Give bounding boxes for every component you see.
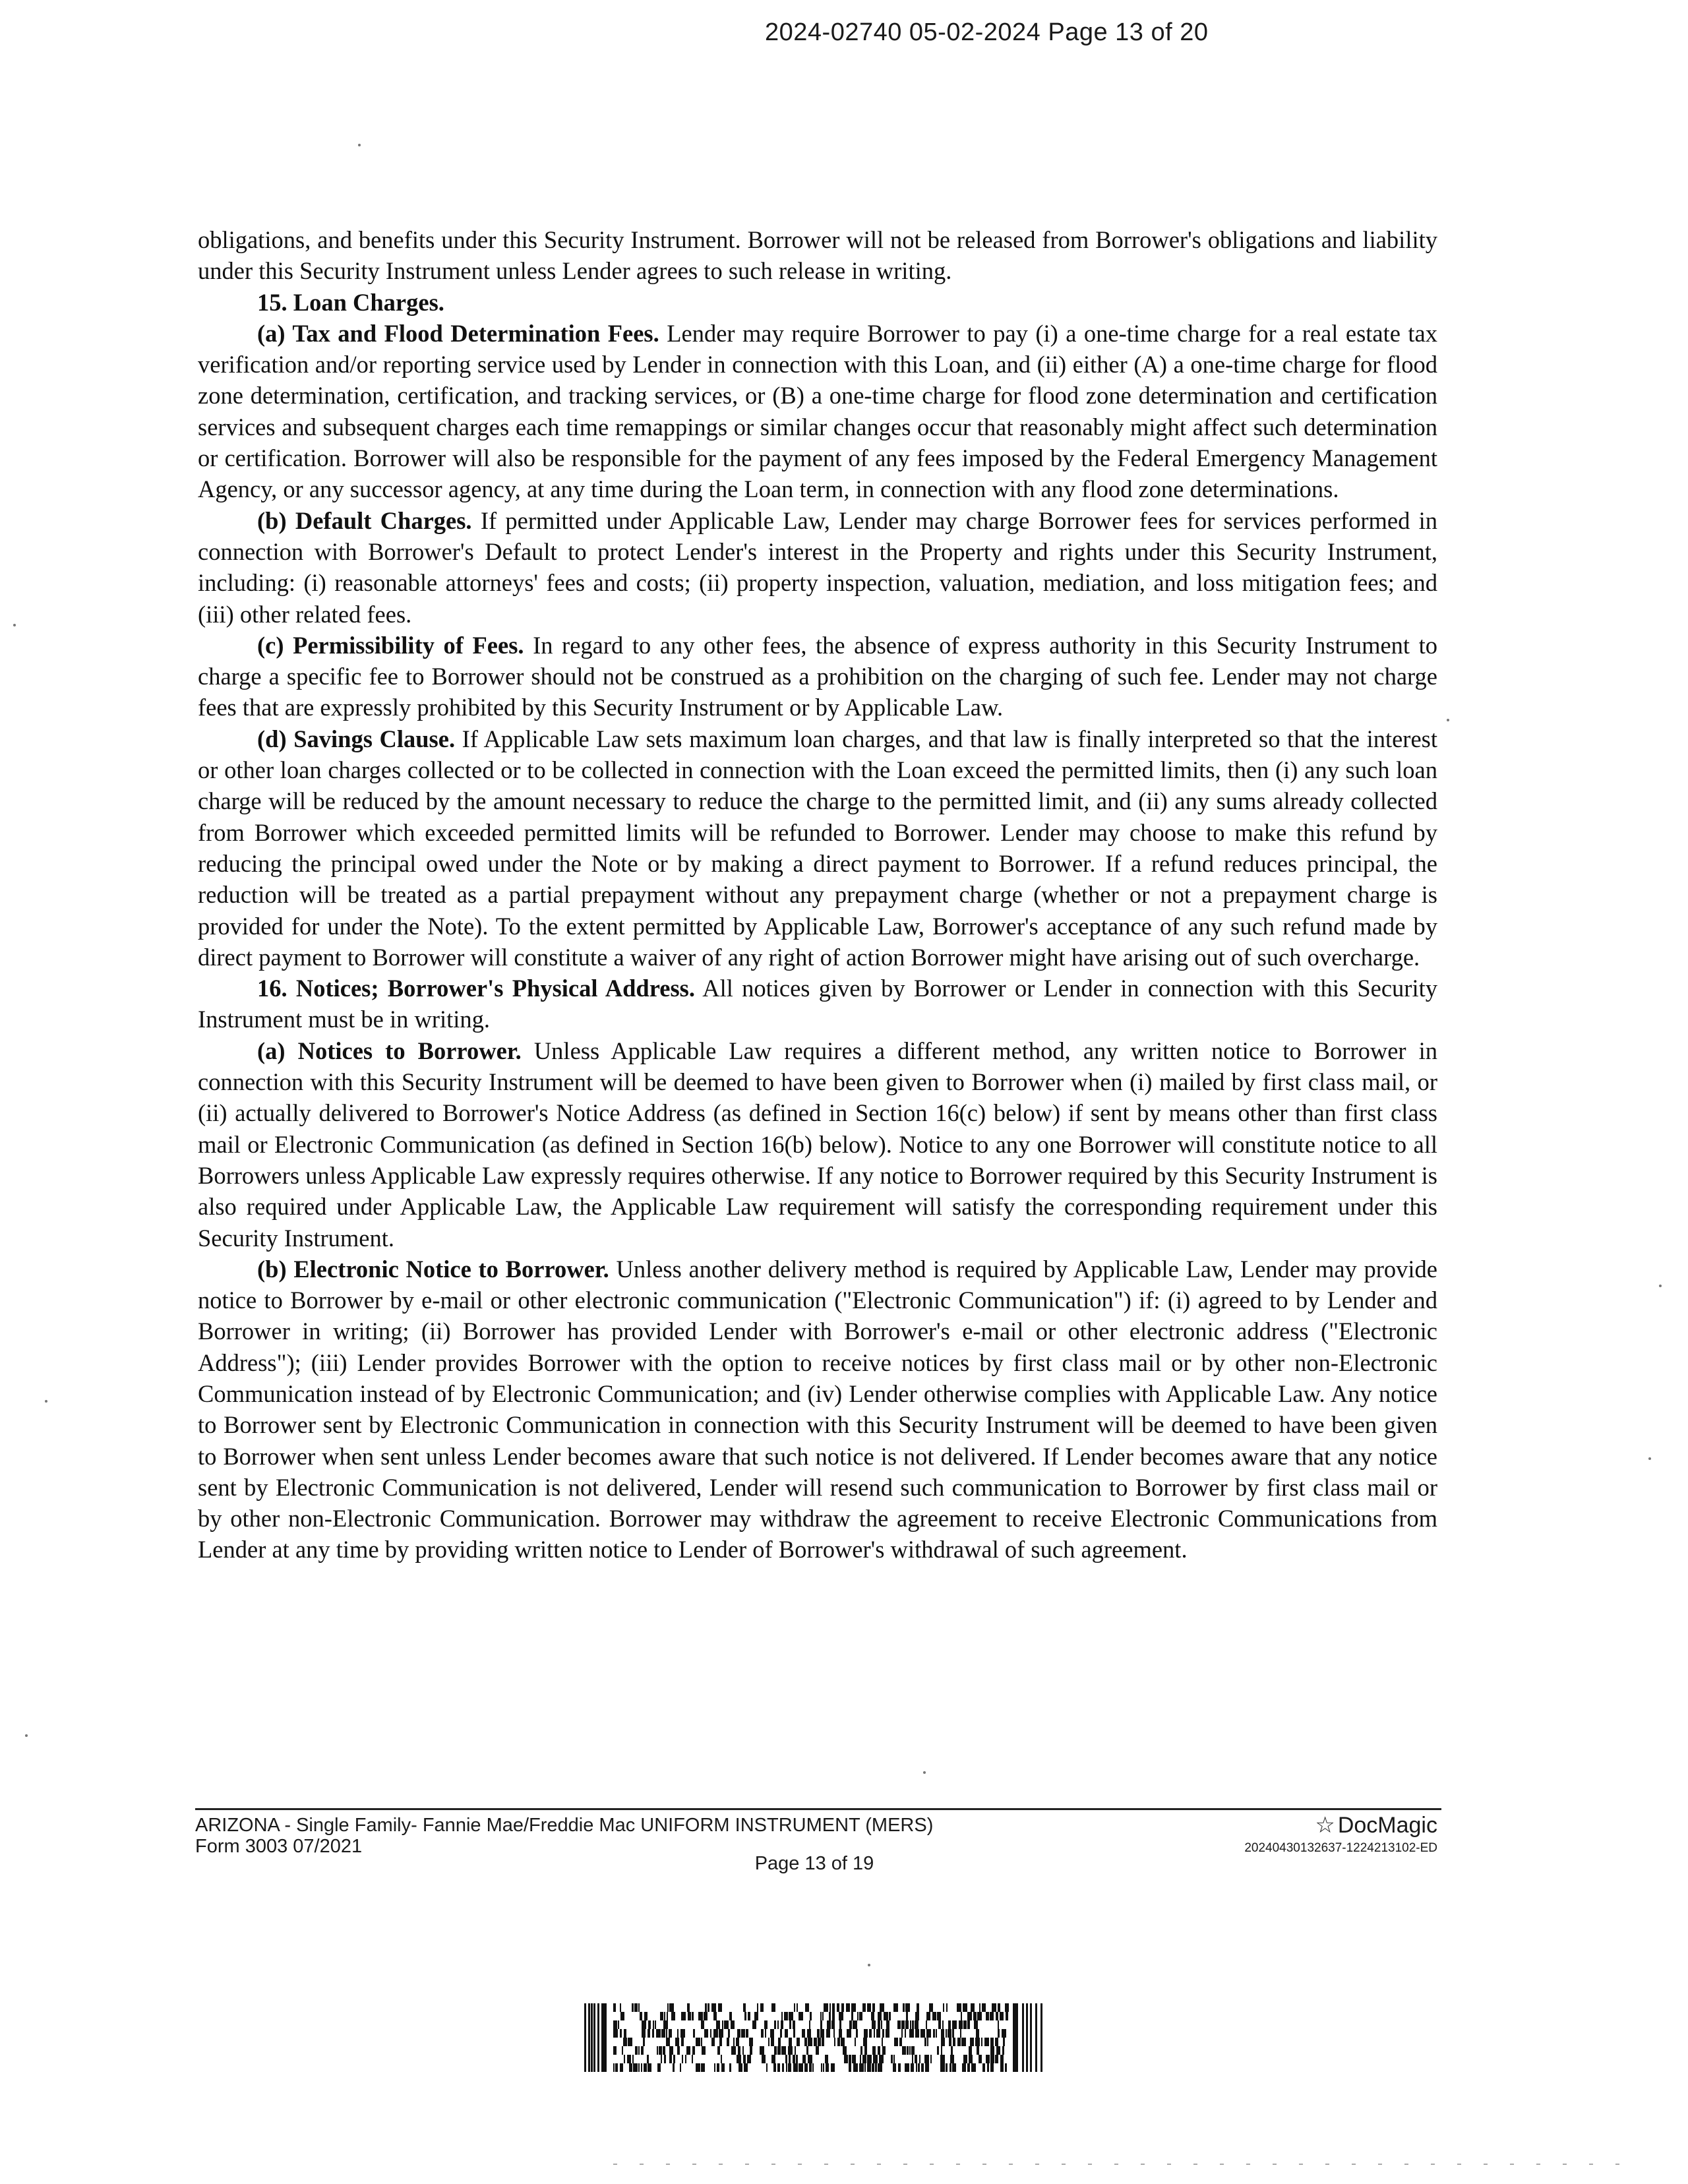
section-16a xyxy=(198,1035,1437,1254)
section-15b-text: If permitted under Applicable Law, Lender may charge Borrower fees for services performed in connection with Borrower's Default to protect Lender's interest in the Property and rights under this Security Instrument, including: (i) reasonable attorneys' fees and costs; (ii) property inspection, valuation, mediation, and loss mitigation fees; and (iii) other related fees. xyxy=(198,506,1437,628)
section-16b xyxy=(198,1254,1437,1565)
section-15c-text: In regard to any other fees, the absence of express authority in this Security Instrument to charge a specific fee to Borrower should not be construed as a prohibition on the charging of such fee. Lender may not charge fees that are expressly prohibited by this Security Instrument or by Applicable Law. xyxy=(198,631,1438,721)
form-number: Form 3003 07/2021 xyxy=(195,1836,363,1857)
recording-stamp: 2024-02740 05-02-2024 Page 13 of 20 xyxy=(765,18,1209,46)
section-15d xyxy=(198,723,1437,973)
section-15b-heading: (b) Default Charges. xyxy=(257,506,472,534)
footer-divider xyxy=(195,1808,1441,1810)
star-outline-icon: ☆ xyxy=(1315,1813,1335,1838)
section-15a-heading: (a) Tax and Flood Determination Fees. xyxy=(257,319,659,347)
form-title: ARIZONA - Single Family- Fannie Mae/Freddie Mac UNIFORM INSTRUMENT (MERS) xyxy=(195,1815,934,1836)
footer-page-number: Page 13 of 19 xyxy=(754,1853,874,1874)
section-16a-heading: (a) Notices to Borrower. xyxy=(257,1037,522,1064)
paragraph-continuation: obligations, and benefits under this Security Instrument. Borrower will not be released from Borrower's obligations and liability under this Security Instrument unless Lender agrees to such release in writing. xyxy=(198,226,1437,285)
section-16b-text: Unless another delivery method is required by Applicable Law, Lender may provide notice to Borrower by e-mail or other electronic communication ("Electronic Communication") if: (i) agreed to by Lender and Borrower in writing; (ii) Borrower has provided Lender with Borrower's e-mail or other electronic address ("Electronic Address"); (iii) Lender provides Borrower with the option to receive notices by first class mail or by other non-Electronic Communication instead of by Electronic Communication; and (iv) Lender otherwise complies with Applicable Law. Any notice to Borrower sent by Electronic Communication in connection with this Security Instrument will be deemed to have been given to Borrower when sent unless Lender becomes aware that such notice is not delivered. If Lender becomes aware that any notice sent by Electronic Communication is not delivered, Lender will resend such communication to Borrower by first class mail or by other non-Electronic Communication. Borrower may withdraw the agreement to receive Electronic Communications from Lender at any time by providing written notice to Lender of Borrower's withdrawal of such agreement. xyxy=(198,1255,1437,1563)
section-heading-text: 15. Loan Charges. xyxy=(257,288,444,316)
section-15c-heading: (c) Permissibility of Fees. xyxy=(257,631,524,659)
document-body xyxy=(198,224,1437,1565)
section-15a-text: Lender may require Borrower to pay (i) a one-time charge for a real estate tax verification and/or reporting service used by Lender in connection with this Loan, and (ii) either (A) a one-time charge for flood zone determination, certification, and tracking services, or (B) a one-time charge for flood zone determination and certification services and subsequent charges each time remappings or similar changes occur that reasonably might affect such determination or certification. Borrower will also be responsible for the payment of any fees imposed by the Federal Emergency Management Agency, or any successor agency, at any time during the Loan term, in connection with any flood zone determinations. xyxy=(198,319,1438,503)
section-15c xyxy=(198,630,1437,723)
brand-name: DocMagic xyxy=(1337,1813,1437,1838)
form-identifier xyxy=(195,1815,933,1857)
section-15a xyxy=(198,318,1437,505)
section-16b-heading: (b) Electronic Notice to Borrower. xyxy=(257,1255,609,1283)
section-16a-text: Unless Applicable Law requires a different method, any written notice to Borrower in connection with this Security Instrument will be deemed to have been given to Borrower when (i) mailed by first class mail, or (ii) actually delivered to Borrower's Notice Address (as defined in Section 16(c) below) if sent by means other than first class mail or Electronic Communication (as defined in Section 16(b) below). Notice to any one Borrower will constitute notice to all Borrowers unless Applicable Law expressly requires otherwise. If any notice to Borrower required by this Security Instrument is also required under Applicable Law, the Applicable Law requirement will satisfy the corresponding requirement under this Security Instrument. xyxy=(198,1037,1438,1252)
pdf417-barcode xyxy=(584,2003,1046,2072)
section-16-heading: 16. Notices; Borrower's Physical Address. xyxy=(257,975,695,1002)
document-id: 20240430132637-1224213102-ED xyxy=(1244,1841,1437,1855)
docmagic-brand xyxy=(1187,1812,1437,1838)
section-15d-text: If Applicable Law sets maximum loan charges, and that law is finally interpreted so that the interest or other loan charges collected or to be collected in connection with the Loan exceed the permitted limits, then (i) any such loan charge will be reduced by the amount necessary to reduce the charge to the permitted limit, and (ii) any sums already collected from Borrower which exceeded permitted limits will be refunded to Borrower. Lender may choose to make this refund by reducing the principal owed under the Note or by making a direct payment to Borrower. If a refund reduces principal, the reduction will be treated as a partial prepayment without any prepayment charge (whether or not a prepayment charge is provided for under the Note). To the extent permitted by Applicable Law, Borrower's acceptance of any such refund made by direct payment to Borrower will constitute a waiver of any right of action Borrower might have arising out of such overcharge. xyxy=(198,725,1437,971)
section-15d-heading: (d) Savings Clause. xyxy=(257,725,456,752)
section-15-heading xyxy=(198,287,1437,318)
section-15b xyxy=(198,505,1437,630)
section-16-text: All notices given by Borrower or Lender in connection with this Security Instrument must be in writing. xyxy=(198,975,1437,1033)
section-16 xyxy=(198,973,1437,1035)
